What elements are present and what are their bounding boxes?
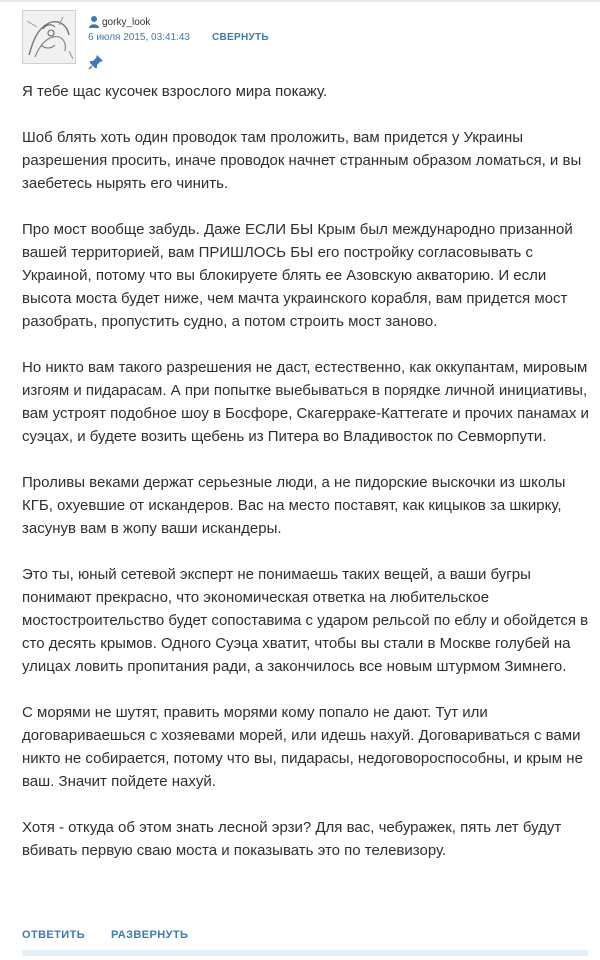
comment-paragraph: Это ты, юный сетевой эксперт не понимаешь таких вещей, а ваши бугры понимают прекрасно, что экономическая ответка на любительское мостостроительство будет сопоставима с ударом рельсой по еблу и обойдется в сто десять крымов. Одного Суэца хватит, чтобы вы стали в Москве голубей на улицах ловить пропитания ради, а закончилось все новым штурмом Зимнего. [22, 566, 589, 675]
comment-paragraph: Хотя - откуда об этом знать лесной эрзи? Для вас, чебуражек, пять лет будут вбивать первую сваю моста и показывать это по телевизору. [22, 819, 562, 859]
author-username[interactable]: gorky_look [102, 16, 151, 28]
comment-timestamp[interactable]: 6 июля 2015, 03:41:43 [88, 32, 190, 43]
comment-meta [88, 14, 269, 43]
comment-body [22, 80, 594, 862]
pin-icon[interactable] [88, 54, 104, 70]
top-divider [0, 0, 600, 2]
author-row [88, 14, 269, 30]
avatar[interactable] [22, 10, 76, 64]
avatar-sketch-drawing [23, 11, 75, 63]
bottom-divider [22, 950, 588, 956]
comment-paragraph: Но никто вам такого разрешения не даст, естественно, как оккупантам, мировым изгоям и пидарасам. А при попытке выебываться в порядке личной инициативы, вам устроят подобное шоу в Босфоре, Скагерраке-Каттегате и прочих панамах и суэцах, и будете возить щебень из Питера во Владивосток по Севморпути. [22, 359, 589, 445]
expand-button[interactable]: РАЗВЕРНУТЬ [111, 929, 189, 941]
reply-button[interactable]: ОТВЕТИТЬ [22, 929, 86, 941]
info-row [88, 32, 269, 43]
user-icon [88, 15, 100, 29]
comment-actions [22, 929, 214, 941]
comment-paragraph: Про мост вообще забудь. Даже ЕСЛИ БЫ Крым был международно призанной вашей территорией, вам ПРИШЛОСЬ БЫ его постройку согласовывать с Украиной, потому что вы блокируете блять ее Азовскую акваторию. И если высота моста будет ниже, чем мачта украинского корабля, вам придется мост разобрать, пропустить судно, а потом строить мост заново. [22, 221, 573, 330]
collapse-button[interactable]: СВЕРНУТЬ [211, 32, 269, 43]
comment-paragraph: Шоб блять хоть один проводок там проложить, вам придется у Украины разрешения просить, иначе проводок начнет странным образом ломаться, и вы заебетесь нырять его чинить. [22, 129, 582, 192]
comment-paragraph: Проливы веками держат серьезные люди, а не пидорские выскочки из школы КГБ, охуевшие от искандеров. Вас на место поставят, как кицыков за шкирку, засунув вам в жопу ваши искандеры. [22, 474, 566, 537]
comment-paragraph: С морями не шутят, править морями кому попало не дают. Тут или договариваешься с хозяевами морей, или идешь нахуй. Договариваться с вами никто не собирается, потому что вы, пидарасы, недоговороспособны, и крым не ваш. Значит пойдете нахуй. [22, 704, 583, 790]
comment-paragraph: Я тебе щас кусочек взрослого мира покажу. [22, 83, 328, 100]
